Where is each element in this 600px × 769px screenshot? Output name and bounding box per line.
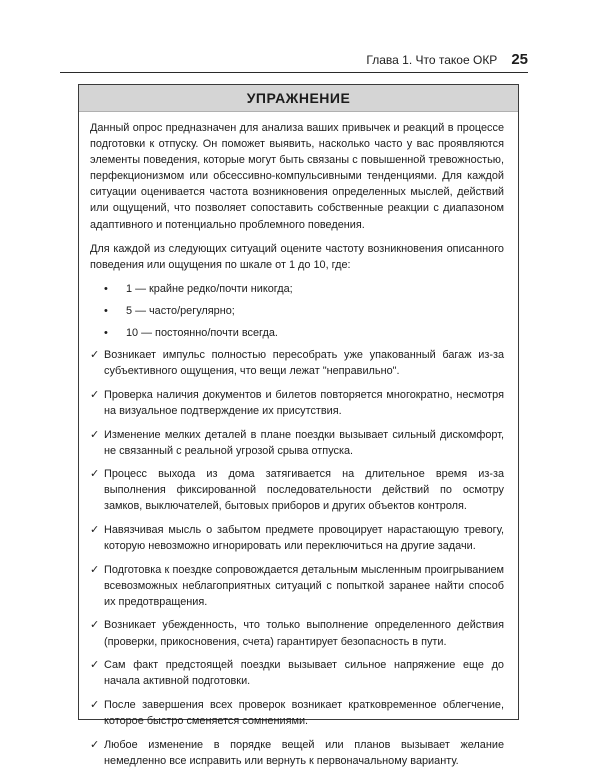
bullet-icon: • bbox=[104, 304, 108, 317]
intro-paragraph: Данный опрос предназначен для анализа ваших привычек и реакций в процессе подготовки к отпуску. Он поможет выявить, насколько часто у вас проявляются элементы поведения, которые могут быть связаны с повышенной тревожностью, перфекционизмом или обсессивно-компульсивными тенденциями. Для каждой ситуации оценивается частота возникновения определенных мыслей, действий или ощущений, что позволяет сопоставить собственные реакции с диапазоном адаптивного и потенциально проблемного поведения. bbox=[90, 122, 504, 231]
checklist-item-text: Проверка наличия документов и билетов повторяется многократно, несмотря на визуальное подтверждение их присутствия. bbox=[104, 388, 504, 417]
checklist-item bbox=[90, 387, 504, 419]
checkmark-icon: ✓ bbox=[90, 428, 100, 441]
checklist-item-text: Подготовка к поездке сопровождается детальным мысленным проигрыванием всевозможных неблагоприятных ситуаций с попыткой заранее найти способ их предотвращения. bbox=[104, 563, 504, 608]
checkmark-icon: ✓ bbox=[90, 468, 100, 481]
scale-item-text: 5 — часто/регулярно; bbox=[126, 304, 235, 317]
checkmark-icon: ✓ bbox=[90, 388, 100, 401]
checkmark-icon: ✓ bbox=[90, 698, 100, 711]
scale-item bbox=[90, 281, 504, 297]
checklist bbox=[90, 347, 504, 769]
checklist-item-text: Сам факт предстоящей поездки вызывает сильное напряжение еще до начала активной подготовки. bbox=[104, 659, 504, 688]
checklist-item bbox=[90, 427, 504, 459]
running-head bbox=[60, 51, 528, 73]
exercise-title: УПРАЖНЕНИЕ bbox=[246, 90, 351, 106]
checkmark-icon: ✓ bbox=[90, 738, 100, 751]
chapter-title: Глава 1. Что такое ОКР bbox=[366, 53, 498, 67]
checklist-item bbox=[90, 562, 504, 610]
checklist-item-text: Любое изменение в порядке вещей или планов вызывает желание немедленно все исправить или вернуть к первоначальному варианту. bbox=[104, 738, 504, 767]
bullet-icon: • bbox=[104, 282, 108, 295]
checkmark-icon: ✓ bbox=[90, 563, 100, 576]
scale-item-text: 1 — крайне редко/почти никогда; bbox=[126, 282, 293, 295]
checklist-item bbox=[90, 617, 504, 649]
checklist-item-text: После завершения всех проверок возникает кратковременное облегчение, которое быстро сменяется сомнениями. bbox=[104, 698, 504, 727]
checkmark-icon: ✓ bbox=[90, 349, 100, 362]
checklist-item bbox=[90, 697, 504, 729]
scale-item bbox=[90, 325, 504, 341]
checklist-item-text: Процесс выхода из дома затягивается на длительное время из-за выполнения фиксированной последовательности действий по осмотру замков, выключателей, бытовых приборов и других объектов контроля. bbox=[104, 468, 504, 513]
checklist-item bbox=[90, 657, 504, 689]
checklist-item bbox=[90, 466, 504, 514]
checklist-item-text: Возникает импульс полностью пересобрать уже упакованный багаж из-за субъективного ощущения, что вещи лежат "неправильно". bbox=[104, 349, 504, 378]
checkmark-icon: ✓ bbox=[90, 523, 100, 536]
checklist-item-text: Возникает убежденность, что только выполнение определенного действия (проверки, прикосновения, счета) гарантирует безопасность в пути. bbox=[104, 619, 504, 648]
checklist-item-text: Навязчивая мысль о забытом предмете провоцирует нарастающую тревогу, которую невозможно игнорировать или переключиться на другие задачи. bbox=[104, 523, 504, 553]
page-number: 25 bbox=[511, 51, 528, 68]
checklist-item bbox=[90, 737, 504, 769]
instruction-paragraph: Для каждой из следующих ситуаций оцените частоту возникновения описанного поведения или ощущения по шкале от 1 до 10, где: bbox=[90, 242, 504, 271]
checkmark-icon: ✓ bbox=[90, 619, 100, 632]
checklist-item-text: Изменение мелких деталей в плане поездки вызывает сильный дискомфорт, не связанный с реальной угрозой срыва отпуска. bbox=[104, 428, 504, 457]
scale-list bbox=[90, 281, 504, 341]
exercise-title-bar bbox=[79, 85, 518, 112]
scale-item-text: 10 — постоянно/почти всегда. bbox=[126, 327, 278, 340]
checklist-item bbox=[90, 347, 504, 379]
checkmark-icon: ✓ bbox=[90, 659, 100, 672]
exercise-box bbox=[78, 84, 519, 767]
scale-item bbox=[90, 303, 504, 319]
exercise-content bbox=[79, 112, 518, 769]
bullet-icon: • bbox=[104, 327, 108, 340]
checklist-item bbox=[90, 522, 504, 554]
